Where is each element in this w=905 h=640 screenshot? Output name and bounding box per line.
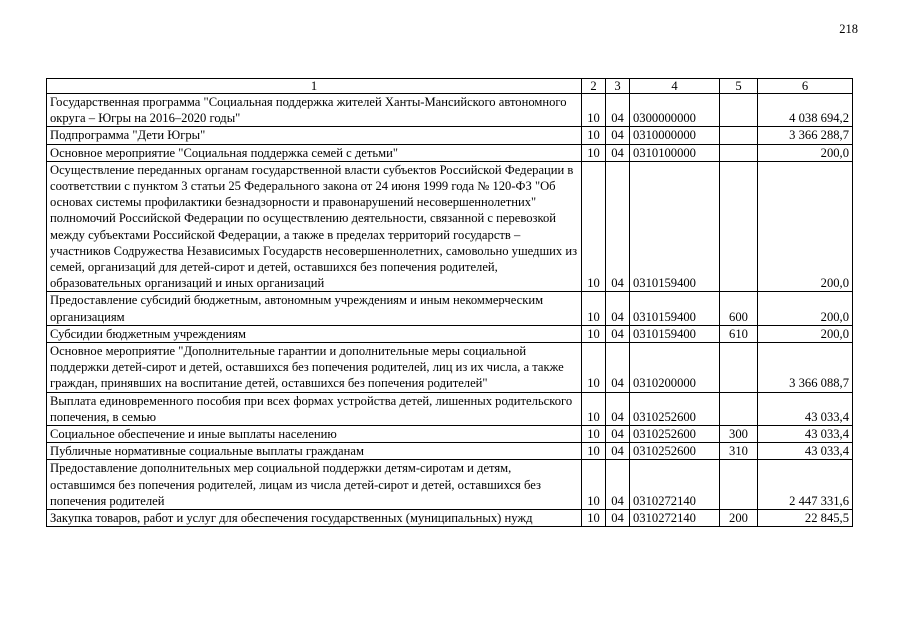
row-name-cell: Предоставление субсидий бюджетным, автономным учреждениям и иным некоммерческим организациям [47,292,582,325]
row-expense-type-cell [720,144,758,161]
row-amount-cell: 43 033,4 [758,443,853,460]
row-section-cell: 10 [582,292,606,325]
row-amount-cell: 200,0 [758,292,853,325]
row-subsection-cell: 04 [606,127,630,144]
table-row [47,510,853,527]
row-name-cell: Государственная программа "Социальная поддержка жителей Ханты-Мансийского автономного округа – Югры на 2016–2020 годы" [47,94,582,127]
budget-table [46,78,853,527]
row-amount-cell: 3 366 088,7 [758,343,853,393]
row-name-cell: Предоставление дополнительных мер социальной поддержки детям-сиротам и детям, оставшимся без попечения родителей, лицам из числа детей-сирот и детей, оставшихся без попечения родителей [47,460,582,510]
row-target-article-cell: 0310200000 [630,343,720,393]
table-row [47,94,853,127]
header-row [47,79,853,94]
row-target-article-cell: 0310272140 [630,460,720,510]
row-expense-type-cell: 600 [720,292,758,325]
row-name-cell: Субсидии бюджетным учреждениям [47,325,582,342]
row-subsection-cell: 04 [606,443,630,460]
row-section-cell: 10 [582,343,606,393]
row-expense-type-cell [720,460,758,510]
row-target-article-cell: 0310252600 [630,426,720,443]
row-amount-cell: 43 033,4 [758,392,853,425]
row-expense-type-cell: 300 [720,426,758,443]
row-expense-type-cell: 610 [720,325,758,342]
row-amount-cell: 22 845,5 [758,510,853,527]
table-row [47,392,853,425]
row-expense-type-cell [720,392,758,425]
row-name-cell: Социальное обеспечение и иные выплаты населению [47,426,582,443]
row-subsection-cell: 04 [606,292,630,325]
row-amount-cell: 200,0 [758,144,853,161]
row-section-cell: 10 [582,426,606,443]
row-subsection-cell: 04 [606,161,630,292]
row-name-cell: Основное мероприятие "Социальная поддержка семей с детьми" [47,144,582,161]
row-section-cell: 10 [582,94,606,127]
row-section-cell: 10 [582,161,606,292]
table-body [47,94,853,527]
row-amount-cell: 200,0 [758,161,853,292]
header-section-col: 2 [582,79,606,94]
header-name-col: 1 [47,79,582,94]
row-amount-cell: 2 447 331,6 [758,460,853,510]
header-subsection-col: 3 [606,79,630,94]
row-amount-cell: 200,0 [758,325,853,342]
table-row [47,144,853,161]
table-row [47,460,853,510]
row-expense-type-cell [720,127,758,144]
row-subsection-cell: 04 [606,343,630,393]
page-number: 218 [839,22,858,36]
row-expense-type-cell: 200 [720,510,758,527]
table-row [47,443,853,460]
table-row [47,325,853,342]
row-target-article-cell: 0300000000 [630,94,720,127]
row-section-cell: 10 [582,144,606,161]
row-expense-type-cell [720,94,758,127]
row-subsection-cell: 04 [606,510,630,527]
row-subsection-cell: 04 [606,325,630,342]
header-target-article-col: 4 [630,79,720,94]
row-expense-type-cell [720,161,758,292]
header-amount-col: 6 [758,79,853,94]
row-subsection-cell: 04 [606,392,630,425]
table-row [47,343,853,393]
row-name-cell: Выплата единовременного пособия при всех формах устройства детей, лишенных родительского попечения, в семью [47,392,582,425]
row-section-cell: 10 [582,325,606,342]
row-section-cell: 10 [582,127,606,144]
row-target-article-cell: 0310100000 [630,144,720,161]
row-name-cell: Подпрограмма "Дети Югры" [47,127,582,144]
row-subsection-cell: 04 [606,144,630,161]
row-target-article-cell: 0310272140 [630,510,720,527]
row-section-cell: 10 [582,460,606,510]
table-row [47,426,853,443]
row-subsection-cell: 04 [606,460,630,510]
row-target-article-cell: 0310159400 [630,292,720,325]
row-amount-cell: 3 366 288,7 [758,127,853,144]
table-row [47,292,853,325]
row-target-article-cell: 0310252600 [630,443,720,460]
header-expense-type-col: 5 [720,79,758,94]
row-expense-type-cell: 310 [720,443,758,460]
row-section-cell: 10 [582,392,606,425]
row-target-article-cell: 0310252600 [630,392,720,425]
row-section-cell: 10 [582,443,606,460]
row-target-article-cell: 0310159400 [630,325,720,342]
table-row [47,127,853,144]
row-amount-cell: 43 033,4 [758,426,853,443]
row-name-cell: Основное мероприятие "Дополнительные гарантии и дополнительные меры социальной поддержки детей-сирот и детей, оставшихся без попечения родителей, лиц из их числа, а также граждан, принявших на воспитание детей, оставшихся без попечения родителей" [47,343,582,393]
row-expense-type-cell [720,343,758,393]
row-amount-cell: 4 038 694,2 [758,94,853,127]
row-section-cell: 10 [582,510,606,527]
table-row [47,161,853,292]
row-name-cell: Публичные нормативные социальные выплаты гражданам [47,443,582,460]
row-target-article-cell: 0310159400 [630,161,720,292]
row-name-cell: Осуществление переданных органам государственной власти субъектов Российской Федерации в соответствии с пунктом 3 статьи 25 Федерального закона от 24 июня 1999 года № 120-ФЗ "Об основах системы профилактики безнадзорности и правонарушений несовершеннолетних" полномочий Российской Федерации по осуществлению деятельности, связанной с перевозкой между субъектами Российской Федерации, а также в пределах территорий государств – участников Содружества Независимых Государств несовершеннолетних, самовольно ушедших из семей, организаций для детей-сирот и детей, оставшихся без попечения родителей, образовательных организаций и иных организаций [47,161,582,292]
row-name-cell: Закупка товаров, работ и услуг для обеспечения государственных (муниципальных) нужд [47,510,582,527]
row-target-article-cell: 0310000000 [630,127,720,144]
row-subsection-cell: 04 [606,426,630,443]
row-subsection-cell: 04 [606,94,630,127]
